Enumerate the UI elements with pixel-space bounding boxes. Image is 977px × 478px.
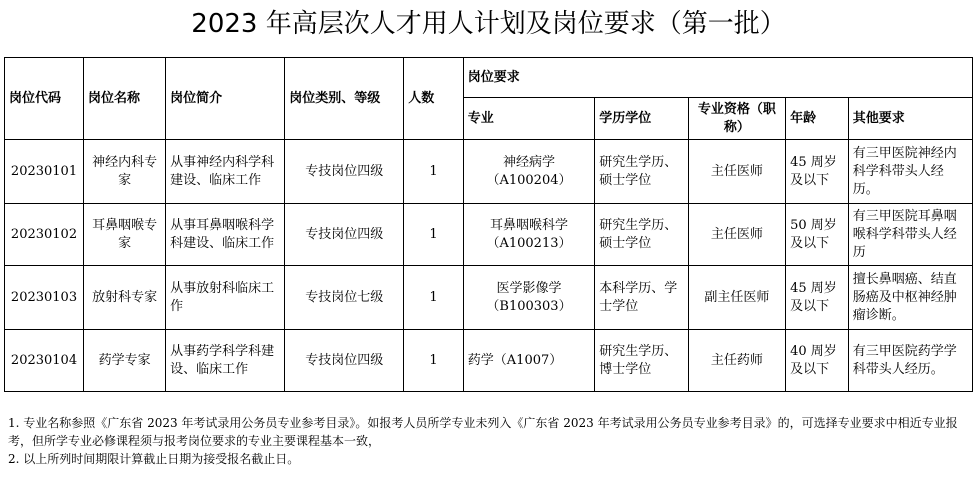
table-row: [5, 204, 973, 266]
cell-count: 1: [404, 266, 464, 330]
cell-education: 本科学历、学士学位: [595, 266, 688, 330]
header-education: 学历学位: [595, 98, 688, 140]
cell-code: 20230101: [5, 140, 84, 204]
cell-education: 研究生学历、硕士学位: [595, 140, 688, 204]
cell-education: 研究生学历、博士学位: [595, 330, 688, 392]
cell-age: 45 周岁及以下: [786, 266, 849, 330]
header-age: 年龄: [786, 98, 849, 140]
page-title: 2023 年高层次人才用人计划及岗位要求（第一批）: [191, 9, 786, 39]
cell-major: 药学（A1007）: [463, 330, 594, 392]
cell-intro: 从事神经内科学科建设、临床工作: [166, 140, 285, 204]
cell-other: 有三甲医院神经内科学科带头人经历。: [848, 140, 972, 204]
cell-intro: 从事药学科学科建设、临床工作: [166, 330, 285, 392]
cell-code: 20230104: [5, 330, 84, 392]
cell-qualification: 主任医师: [688, 204, 786, 266]
header-category: 岗位类别、等级: [285, 58, 404, 140]
cell-intro: 从事耳鼻咽喉科学科建设、临床工作: [166, 204, 285, 266]
cell-name: 神经内科专家: [84, 140, 166, 204]
header-major: 专业: [463, 98, 594, 140]
cell-major: 神经病学（A100204）: [463, 140, 594, 204]
cell-age: 50 周岁及以下: [786, 204, 849, 266]
cell-qualification: 主任药师: [688, 330, 786, 392]
cell-other: 擅长鼻咽癌、结直肠癌及中枢神经肿瘤诊断。: [848, 266, 972, 330]
positions-table: [4, 57, 973, 392]
cell-count: 1: [404, 204, 464, 266]
cell-name: 药学专家: [84, 330, 166, 392]
header-code: 岗位代码: [5, 58, 84, 140]
cell-category: 专技岗位七级: [285, 266, 404, 330]
header-qualification: 专业资格（职称）: [688, 98, 786, 140]
cell-major: 耳鼻咽喉科学（A100213）: [463, 204, 594, 266]
table-row: [5, 140, 973, 204]
cell-qualification: 副主任医师: [688, 266, 786, 330]
table-row: [5, 266, 973, 330]
header-name: 岗位名称: [84, 58, 166, 140]
cell-age: 40 周岁及以下: [786, 330, 849, 392]
cell-major: 医学影像学（B100303）: [463, 266, 594, 330]
cell-intro: 从事放射科临床工作: [166, 266, 285, 330]
cell-code: 20230102: [5, 204, 84, 266]
footnote-1: 1. 专业名称参照《广东省 2023 年考试录用公务员专业参考目录》。如报考人员所学专业未列入《广东省 2023 年考试录用公务员专业参考目录》的，可选择专业要求中相近专业报考，但所学专业必修课程须与报考岗位要求的专业主要课程基本一致，: [8, 416, 958, 448]
cell-category: 专技岗位四级: [285, 140, 404, 204]
footnote-2: 2. 以上所列时间期限计算截止日期为接受报名截止日。: [8, 452, 300, 466]
cell-count: 1: [404, 140, 464, 204]
cell-qualification: 主任医师: [688, 140, 786, 204]
header-intro: 岗位简介: [166, 58, 285, 140]
cell-name: 耳鼻咽喉专家: [84, 204, 166, 266]
cell-category: 专技岗位四级: [285, 330, 404, 392]
cell-code: 20230103: [5, 266, 84, 330]
cell-age: 45 周岁及以下: [786, 140, 849, 204]
footnotes: [8, 414, 968, 468]
cell-category: 专技岗位四级: [285, 204, 404, 266]
header-count: 人数: [404, 58, 464, 140]
cell-other: 有三甲医院耳鼻咽喉科学科带头人经历: [848, 204, 972, 266]
table-row: [5, 330, 973, 392]
cell-other: 有三甲医院药学学科带头人经历。: [848, 330, 972, 392]
header-requirements: 岗位要求: [463, 58, 972, 98]
cell-name: 放射科专家: [84, 266, 166, 330]
cell-education: 研究生学历、硕士学位: [595, 204, 688, 266]
cell-count: 1: [404, 330, 464, 392]
header-other: 其他要求: [848, 98, 972, 140]
